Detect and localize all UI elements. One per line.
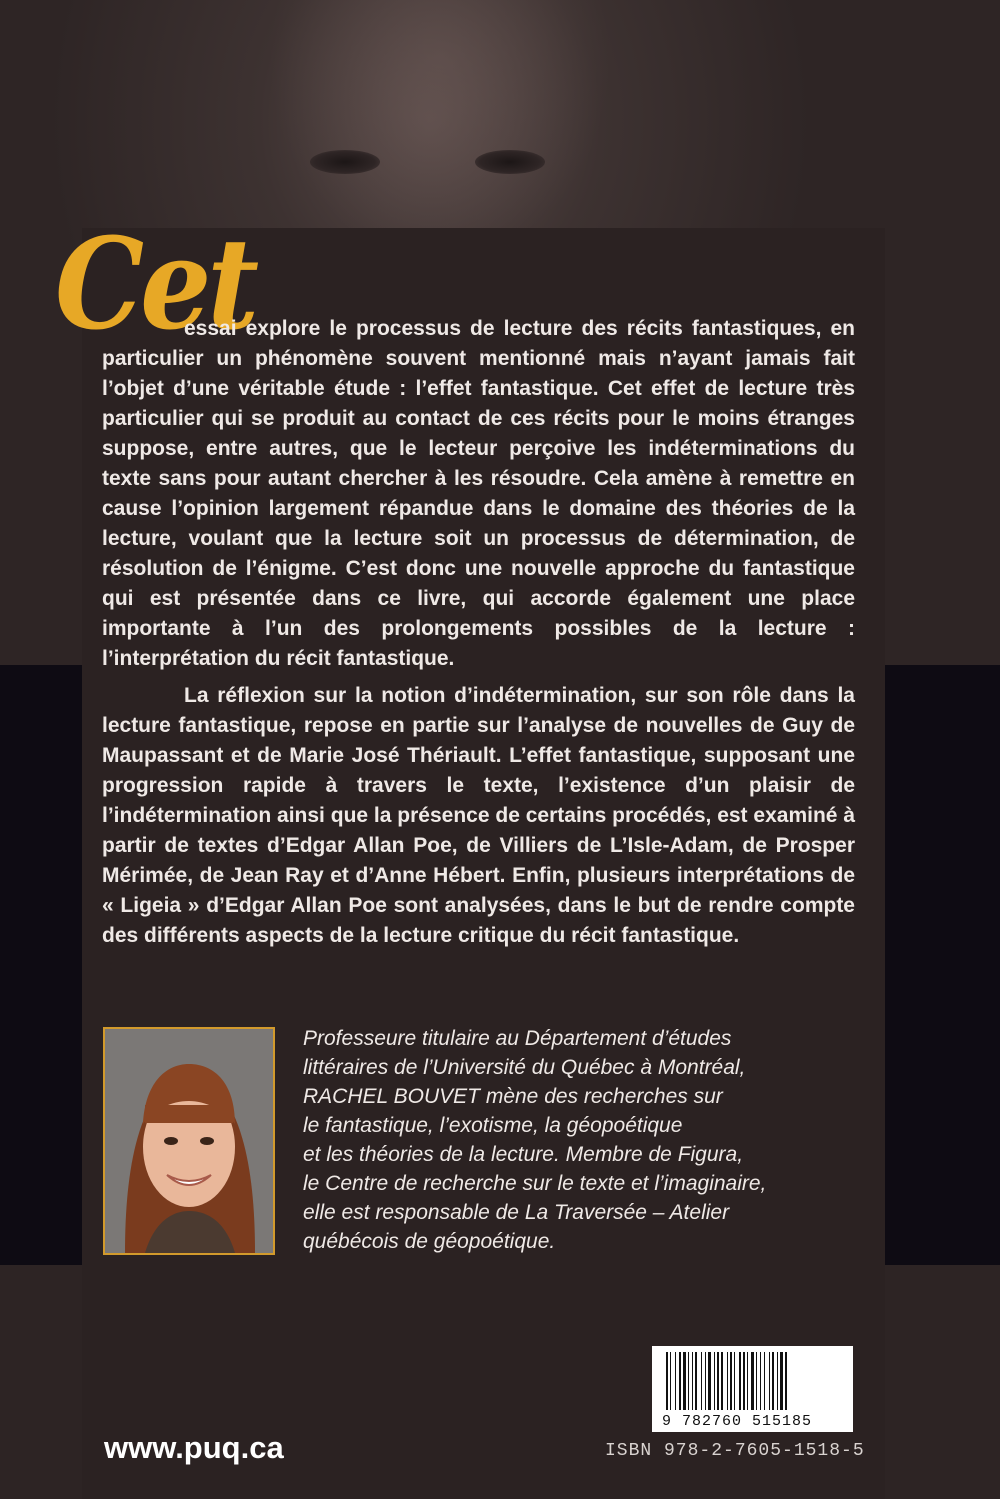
barcode-bar (785, 1352, 787, 1410)
barcode-bars (652, 1346, 853, 1416)
barcode-bar (739, 1352, 741, 1410)
barcode-bar (695, 1352, 697, 1410)
barcode-bar (727, 1352, 728, 1410)
barcode-bar (666, 1352, 668, 1410)
barcode-bar (769, 1352, 770, 1410)
summary-paragraph-2: La réflexion sur la notion d’indétermination, sur son rôle dans la lecture fantastique, repose en partie sur l’analyse de nouvelles de Guy de Maupassant et de Marie José Thériault. L’effet fantastique, supposant une progression rapide à travers le texte, l’existence d’un plaisir de l’indétermination ainsi que la présence de certains procédés, est examiné à partir de textes d’Edgar Allan Poe, de Villiers de L’Isle-Adam, de Prosper Mérimée, de Jean Ray et d’Anne Hébert. Enfin, plusieurs interprétations de « Ligeia » d’Edgar Allan Poe sont analysées, dans le but de rendre compte des différents aspects de la lecture critique du récit fantastique. (102, 684, 855, 947)
barcode-bar (688, 1352, 689, 1410)
author-photo (103, 1027, 275, 1255)
barcode-bar (751, 1352, 754, 1410)
barcode-bar (701, 1352, 702, 1410)
barcode-bar (683, 1352, 686, 1410)
portrait-eye-left (310, 150, 380, 174)
barcode-bar (772, 1352, 774, 1410)
drop-cap: Cet (55, 210, 256, 358)
author-bio: Professeure titulaire au Département d’études littéraires de l’Université du Québec à Montréal, RACHEL BOUVET mène des recherches sur le fantastique, l’exotisme, la géopoétique et les théories de la lecture. Membre de Figura, le Centre de recherche sur le texte et l’imaginaire, elle est responsable de La Traversée – Atelier québécois de géopoétique. (303, 1027, 767, 1253)
barcode-bar (780, 1352, 783, 1410)
barcode-bar (679, 1352, 681, 1410)
barcode-bar (756, 1352, 757, 1410)
barcode-bar (743, 1352, 745, 1410)
barcode-bar (760, 1352, 761, 1410)
summary-paragraph-1: essai explore le processus de lecture des récits fantastiques, en particulier un phénomène souvent mentionné mais n’ayant jamais fait l’objet d’une véritable étude : l’effet fantastique. Cet effet de lecture très particulier qui se produit au contact de ces récits pour le moins étranges suppose, entre autres, que le lecteur perçoive les indéterminations du texte sans pour autant chercher à les résoudre. Cela amène à remettre en cause l’opinion largement répandue dans le domaine des théories de la lecture, voulant que la lecture soit un processus de détermination, de résolution de l’énigme. C’est donc une nouvelle approche du fantastique qui est présentée dans ce livre, qui accorde également une place importante à l’un des prolongements possibles de la lecture : l’interprétation du récit fantastique. (102, 317, 855, 670)
isbn-label: ISBN 978-2-7605-1518-5 (605, 1441, 865, 1461)
barcode (652, 1346, 853, 1432)
barcode-bar (734, 1352, 735, 1410)
barcode-bar (730, 1352, 732, 1410)
barcode-bar (721, 1352, 723, 1410)
barcode-digits: 9 782760 515185 (662, 1413, 813, 1430)
publisher-website-link[interactable]: www.puq.ca (104, 1430, 284, 1465)
barcode-bar (692, 1352, 693, 1410)
portrait-eye-right (475, 150, 545, 174)
barcode-bar (714, 1352, 715, 1410)
barcode-bar (670, 1352, 671, 1410)
barcode-bar (764, 1352, 765, 1410)
barcode-bar (777, 1352, 778, 1410)
barcode-bar (708, 1352, 711, 1410)
background-portrait (270, 0, 610, 240)
author-portrait-illustration (105, 1029, 273, 1253)
barcode-bar (675, 1352, 676, 1410)
barcode-bar (747, 1352, 748, 1410)
barcode-bar (705, 1352, 706, 1410)
barcode-bar (717, 1352, 719, 1410)
